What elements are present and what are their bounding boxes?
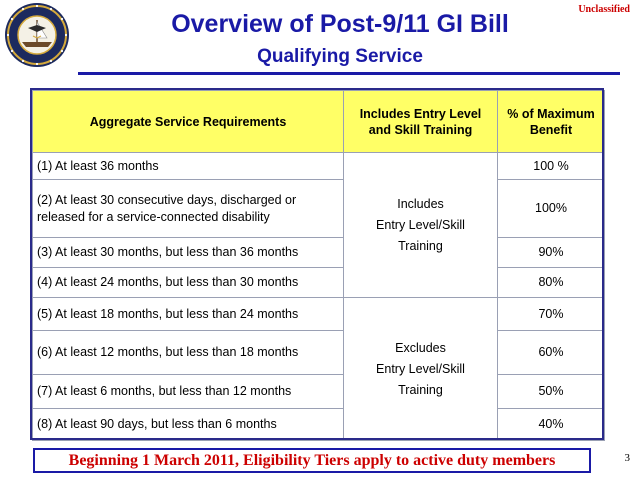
excludes-training-cell	[344, 298, 498, 441]
includes-label: Training	[398, 238, 443, 253]
requirement-cell: (5) At least 18 months, but less than 24 months	[33, 298, 344, 331]
requirement-cell: (8) At least 90 days, but less than 6 months	[33, 409, 344, 441]
table-row	[33, 375, 605, 409]
requirement-cell: (7) At least 6 months, but less than 12 months	[33, 375, 344, 409]
includes-training-cell	[344, 153, 498, 298]
table-row	[33, 409, 605, 441]
table-row	[33, 331, 605, 375]
benefit-cell: 90%	[498, 238, 605, 268]
requirement-cell: (4) At least 24 months, but less than 30 months	[33, 268, 344, 298]
page-subtitle: Qualifying Service	[257, 46, 423, 67]
header-entry-level-training: Includes Entry Level and Skill Training	[344, 91, 498, 153]
benefit-cell: 80%	[498, 268, 605, 298]
navy-seal-logo	[4, 2, 70, 68]
table-row	[33, 298, 605, 331]
requirement-cell: (1) At least 36 months	[33, 153, 344, 180]
excludes-label: Entry Level/Skill	[376, 361, 465, 376]
eligibility-note: Beginning 1 March 2011, Eligibility Tiers apply to active duty members	[33, 448, 591, 473]
header-maximum-benefit: % of Maximum Benefit	[498, 91, 605, 153]
table-row	[33, 153, 605, 180]
requirement-cell: (2) At least 30 consecutive days, discharged or released for a service-connected disability	[33, 180, 344, 238]
requirement-cell: (3) At least 30 months, but less than 36 months	[33, 238, 344, 268]
qualifying-service-table	[32, 90, 605, 441]
benefit-cell: 60%	[498, 331, 605, 375]
excludes-label: Training	[398, 382, 443, 397]
includes-label: Entry Level/Skill	[376, 217, 465, 232]
benefit-cell: 40%	[498, 409, 605, 441]
requirement-cell: (6) At least 12 months, but less than 18 months	[33, 331, 344, 375]
classification-marking: Unclassified	[578, 4, 630, 15]
table-row	[33, 238, 605, 268]
benefit-cell: 100%	[498, 180, 605, 238]
table-row	[33, 180, 605, 238]
benefit-cell: 50%	[498, 375, 605, 409]
includes-label: Includes	[397, 196, 444, 211]
page-number: 3	[624, 452, 630, 464]
benefit-cell: 70%	[498, 298, 605, 331]
table-row	[33, 268, 605, 298]
page-title: Overview of Post-9/11 GI Bill	[171, 10, 509, 38]
title-divider	[78, 72, 620, 75]
excludes-label: Excludes	[395, 340, 446, 355]
header-service-requirements: Aggregate Service Requirements	[33, 91, 344, 153]
benefit-cell: 100 %	[498, 153, 605, 180]
